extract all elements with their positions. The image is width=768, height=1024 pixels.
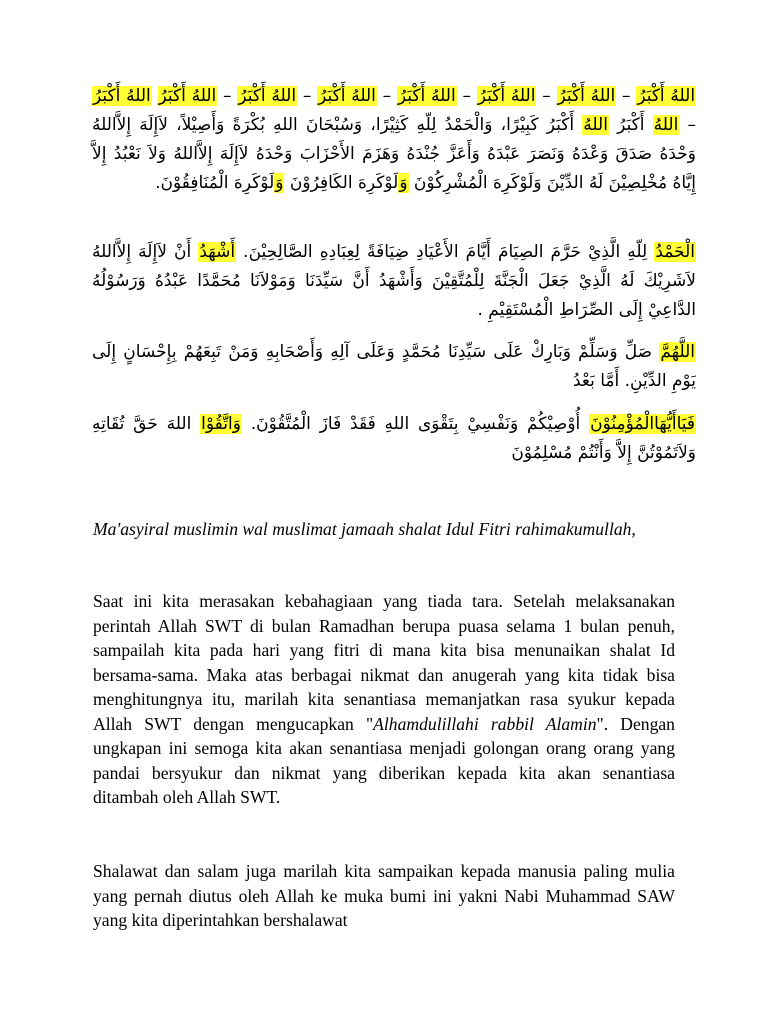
text-segment: لَوْكَرِهَ الكَافِرُوْنَ	[284, 173, 399, 193]
text-segment: أَنْ لاَإِلَهَ إِلاَّاللهُ لاَشَرِيْكَ لَهُ الَّذِيْ جَعَلَ الْجَنَّةَ لِلْمُتَّقِيْنَ وَأَشْهَدُ أَنَّ سَيِّدَنَا وَمَوْلاَنَا مُحَمَّدًا عَبْدُهُ وَرَسُوْلُهُ الدَّاعِيْ إِلَى الصِّرَاطِ الْمُسْتَقِيْمِ .	[92, 242, 696, 320]
highlighted-text: وَاتَّقُوْا	[201, 414, 241, 434]
arabic-takbir-paragraph	[92, 82, 696, 198]
text-segment: اللهَ حَقَّ تُقَاتِهِ وَلاَتَمُوْتُنَّ إِلاَّ وَأَنْتُمْ مُسْلِمُوْنَ	[92, 414, 696, 463]
gratitude-text-end: ". Dengan ungkapan ini semoga kita akan senantiasa menjadi golongan orang orang yang pandai bersyukur dan nikmat yang diberikan kepada kita akan senantiasa ditambah oleh Allah SWT.	[93, 713, 675, 807]
text-segment	[152, 86, 158, 106]
highlighted-text: اللهُ أَكْبَرُ	[477, 86, 536, 106]
text-segment: أُوْصِيْكُمْ وَنَفْسِيْ بِتَقْوَى اللهِ فَقَدْ فَازَ الْمُتَّقُوْنَ.	[241, 414, 590, 434]
arabic-wasiat-paragraph	[92, 410, 696, 468]
text-segment: –	[456, 86, 477, 106]
gratitude-text-start: Saat ini kita merasakan kebahagiaan yang tiada tara. Setelah melaksanakan perintah Allah SWT di bulan Ramadhan berupa puasa selama 1 bulan penuh, sampailah kita pada hari yang fitri di mana kita bisa menunaikan shalat Id bersama-sama. Maka atas berbagai nikmat dan anugerah yang kita tidak bisa menghitungnya itu, marilah kita senantiasa memanjatkan rasa syukur kepada Allah SWT dengan mengucapkan "	[93, 591, 675, 734]
highlighted-text: اللهُ	[653, 115, 679, 135]
text-segment: –	[616, 86, 637, 106]
highlighted-text: فَيَاأَيُّهَاالْمُؤْمِنُوْنَ	[590, 414, 695, 434]
highlighted-text: أَشْهَدُ	[199, 242, 236, 262]
highlighted-text: اللهُ أَكْبَرُ	[397, 86, 456, 106]
highlighted-text: اللهُ أَكْبَرُ	[557, 86, 616, 106]
arabic-shalawat-paragraph	[92, 338, 696, 396]
text-segment: –	[217, 86, 238, 106]
text-segment: صَلِّ وَسَلِّمْ وَبَارِكْ عَلَى سَيِّدِنَا مُحَمَّدٍ وَعَلَى آلِهِ وَأَصْحَابِهِ وَمَنْ تَبِعَهُمْ بِإِحْسَانٍ إِلَى يَوْمِ الدِّيْنِ. أَمَّا بَعْدُ	[92, 342, 696, 391]
highlighted-text: اللهُ أَكْبَرُ	[318, 86, 376, 106]
text-segment: أَكْبَرُ كَبِيْرًا، وَالْحَمْدُ لِلّهِ كَثِيْرًا، وَسُبْحَانَ اللهِ بُكْرَةً وَأَصِيْلاً، لاَإِلَهَ إِلاَّاللهُ وَحْدَهُ صَدَقَ وَعْدَهُ وَنَصَرَ عَبْدَهُ وَأَعَزَّ جُنْدَهُ وَهَزَمَ الأَحْزَابَ وَحْدَهُ لاَإِلَهَ إِلاَّاللهُ وَلاَ نَعْبُدُ إِلاَّ إِيَّاهُ مُخْلِصِيْنَ لَهُ الدِّيْنَ وَلَوْكَرِهَ الْمُشْرِكُوْنَ	[92, 115, 696, 193]
highlighted-text: وَ	[275, 173, 284, 193]
text-segment: –	[536, 86, 557, 106]
highlighted-text: وَ	[399, 173, 408, 193]
text-segment: –	[679, 115, 697, 135]
highlighted-text: اللَّهُمَّ	[660, 342, 695, 362]
highlighted-text: الْحَمْدُ	[655, 242, 695, 262]
text-segment: أَكْبَرُ	[608, 115, 653, 135]
highlighted-text: اللهُ أَكْبَرُ	[93, 86, 151, 106]
highlighted-text: اللهُ	[583, 115, 608, 135]
text-segment: –	[376, 86, 397, 106]
text-segment: –	[297, 86, 318, 106]
highlighted-text: اللهُ أَكْبَرُ	[158, 86, 217, 106]
text-segment: لَوْكَرِهَ الْمُنَافِقُوْنَ.	[155, 173, 275, 193]
shalawat-paragraph: Shalawat dan salam juga marilah kita sampaikan kepada manusia paling mulia yang pernah diutus oleh Allah ke muka bumi ini yakni Nabi Muhammad SAW yang kita diperintahkan bershalawat	[93, 861, 675, 930]
text-segment: لِلّهِ الَّذِيْ حَرَّمَ الصِيَامَ أَيَّامَ الأَعْيَادِ ضِيَافَةً لِعِبَادِهِ الصَّالِحِيْنَ.	[236, 242, 655, 262]
gratitude-italic-phrase: Alhamdulillahi rabbil Alamin	[373, 713, 597, 734]
arabic-hamdalah-paragraph	[92, 238, 696, 325]
gratitude-paragraph	[93, 589, 675, 810]
highlighted-text: اللهُ أَكْبَرُ	[637, 86, 696, 106]
greeting-paragraph: Ma'asyiral muslimin wal muslimat jamaah shalat Idul Fitri rahimakumullah,	[93, 519, 636, 539]
highlighted-text: اللهُ أَكْبَرُ	[238, 86, 297, 106]
